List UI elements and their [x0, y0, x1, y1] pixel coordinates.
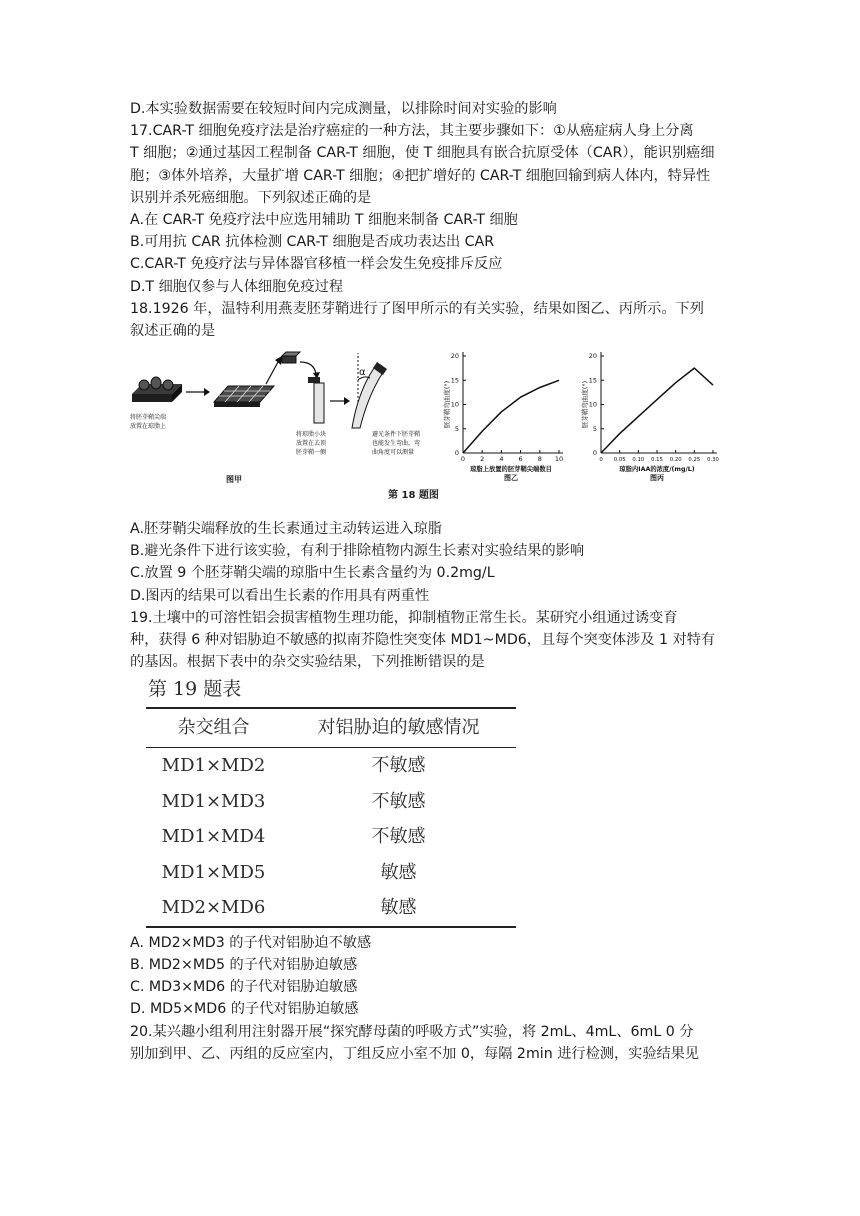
q17-option-c: C.CAR-T 免疫疗法与异体器官移植一样会发生免疫排斥反应 — [130, 256, 503, 273]
table-cell-cross: MD1×MD3 — [161, 790, 266, 812]
jia-step2-caption: 将琼脂小块 — [296, 431, 327, 439]
q18-figure — [130, 348, 730, 506]
q19-stem-line: 19.土壤中的可溶性铝会损害植物生理功能，抑制植物正常生长。某研究小组通过诱变育 — [130, 609, 678, 626]
arrow-right-icon — [344, 397, 350, 405]
table-row — [146, 890, 516, 926]
agar-grid-icon — [214, 386, 274, 407]
table-row — [146, 748, 516, 784]
chart-bing — [580, 352, 720, 482]
x-tick-label: 0.25 — [688, 457, 701, 464]
q17-option-d: D.T 细胞仅参与人体细胞免疫过程 — [130, 278, 344, 295]
y-tick-label: 0 — [592, 449, 597, 458]
jia-step3-caption: 避光条件下胚芽鞘 — [372, 431, 421, 439]
q19-stem-line: 种，获得 6 种对铝胁迫不敏感的拟南芥隐性突变体 MD1~MD6，且每个突变体涉及 1 对特有 — [130, 632, 716, 648]
table-cell-result: 不敏感 — [371, 755, 426, 777]
question-20 — [130, 1021, 730, 1065]
y-tick-label: 15 — [450, 376, 459, 385]
x-tick-label: 6 — [518, 455, 523, 464]
chart-title: 图乙 — [504, 474, 518, 483]
chart-yi — [442, 352, 563, 482]
table-cell-cross: MD1×MD4 — [161, 826, 266, 848]
q19-table — [146, 675, 516, 928]
q19-table-title: 第 19 题表 — [148, 678, 242, 701]
table-row — [146, 784, 516, 820]
q20-stem-line: 别加到甲、乙、丙组的反应室内，丁组反应小室不加 0，每隔 2min 进行检测，实验结果见 — [130, 1045, 700, 1062]
x-tick-label: 0 — [599, 457, 603, 464]
q17-stem-line: 17.CAR-T 细胞免疫疗法是治疗癌症的一种方法，其主要步骤如下：①从癌症病人身上分离 — [130, 123, 694, 140]
x-tick-label: 0.05 — [613, 457, 626, 464]
x-axis-label: 琼脂内IAA的浓度/(mg/L) — [619, 466, 695, 474]
table-cell-result: 敏感 — [380, 897, 417, 919]
y-tick-label: 5 — [592, 424, 597, 433]
arrow-right-icon — [204, 388, 210, 396]
table-cell-result: 不敏感 — [371, 790, 426, 812]
agar-block-icon — [282, 352, 300, 363]
y-tick-label: 20 — [588, 352, 597, 361]
q17-stem-line: T 细胞；②通过基因工程制备 CAR-T 细胞，使 T 细胞具有嵌合抗原受体（CAR），能识别癌细 — [130, 145, 715, 162]
x-tick-label: 0 — [460, 455, 466, 464]
jia-step2-caption: 胚芽鞘一侧 — [296, 449, 327, 457]
q19-option-c: C. MD3×MD6 的子代对铝胁迫敏感 — [130, 979, 358, 996]
table-cell-cross: MD1×MD5 — [161, 861, 266, 883]
q17-stem-line: 识别并杀死癌细胞。下列叙述正确的是 — [130, 189, 372, 206]
q17-option-b: B.可用抗 CAR 抗体检测 CAR-T 细胞是否成功表达出 CAR — [130, 234, 495, 251]
x-tick-label: 10 — [554, 455, 564, 464]
agar-with-tips-icon — [132, 377, 182, 402]
bent-coleoptile-icon — [352, 353, 387, 428]
table-bottom-rule — [146, 926, 516, 928]
q18-figure-svg — [130, 348, 730, 506]
table-row — [146, 855, 516, 891]
y-tick-label: 20 — [450, 352, 459, 361]
figure-caption: 第 18 题图 — [388, 490, 439, 502]
x-tick-label: 0.30 — [707, 457, 719, 464]
q19-option-d: D. MD5×MD6 的子代对铝胁迫敏感 — [130, 1001, 359, 1018]
q19-stem-line: 的基因。根据下表中的杂交实验结果，下列推断错误的是 — [130, 654, 485, 671]
table-cell-result: 敏感 — [380, 861, 417, 883]
q17-stem-line: 胞；③体外培养，大量扩增 CAR-T 细胞；④把扩增好的 CAR-T 细胞回输到病人体内，特异性 — [130, 167, 711, 184]
table-header-cell: 杂交组合 — [177, 717, 250, 739]
series-line — [463, 380, 559, 453]
question-19 — [130, 607, 730, 1021]
jia-step3-caption: 也能发生弯曲，弯 — [372, 440, 421, 448]
table-cell-result: 不敏感 — [371, 826, 426, 848]
arrow-icon — [275, 356, 282, 365]
y-tick-label: 10 — [450, 400, 459, 409]
figure-jia — [130, 352, 420, 484]
table-header-row — [146, 709, 516, 747]
table-cell-cross: MD2×MD6 — [161, 897, 266, 919]
series-line — [601, 368, 713, 453]
x-axis-label: 琼脂上放置的胚芽鞘尖端数目 — [470, 466, 552, 474]
y-tick-label: 10 — [588, 400, 597, 409]
question-18 — [130, 298, 730, 607]
q19-option-b: B. MD2×MD5 的子代对铝胁迫敏感 — [130, 957, 358, 974]
q16-option-d: D.本实验数据需要在较短时间内完成测量，以排除时间对实验的影响 — [130, 101, 557, 117]
jia-step1-caption: 将胚芽鞘尖端 — [130, 414, 167, 422]
q18-option-c: C.放置 9 个胚芽鞘尖端的琼脂中生长素含量约为 0.2mg/L — [130, 565, 495, 582]
y-axis-label: 胚芽鞘弯曲度(°) — [443, 380, 451, 429]
jia-step2-caption: 放置在去顶 — [296, 440, 327, 448]
angle-alpha: α — [359, 367, 366, 379]
q19-option-a: A. MD2×MD3 的子代对铝胁迫不敏感 — [130, 934, 372, 951]
q18-option-a: A.胚芽鞘尖端释放的生长素通过主动转运进入琼脂 — [130, 521, 442, 538]
table-header-cell: 对铝胁迫的敏感情况 — [317, 717, 480, 739]
chart-title: 图丙 — [650, 474, 664, 483]
q18-option-d: D.图丙的结果可以看出生长素的作用具有两重性 — [130, 587, 430, 604]
x-tick-label: 2 — [480, 455, 485, 464]
q18-stem-line: 18.1926 年，温特利用燕麦胚芽鞘进行了图甲所示的有关实验，结果如图乙、丙所示。下列 — [130, 300, 704, 317]
question-17 — [130, 120, 730, 298]
y-axis-label: 胚芽鞘弯曲度(°) — [581, 380, 589, 429]
x-tick-label: 4 — [499, 455, 504, 464]
jia-step1-caption: 放置在琼脂上 — [130, 423, 167, 431]
table-cell-cross: MD1×MD2 — [161, 755, 266, 777]
x-tick-label: 0.10 — [632, 457, 645, 464]
x-tick-label: 0.20 — [669, 457, 682, 464]
q20-stem-line: 20.某兴趣小组利用注射器开展“探究酵母菌的呼吸方式”实验，将 2mL、4mL、6mL 0 分 — [130, 1023, 694, 1040]
exam-page — [130, 98, 730, 1065]
jia-step3-caption: 曲角度可以测量 — [372, 449, 415, 457]
y-tick-label: 15 — [588, 376, 597, 385]
y-tick-label: 0 — [454, 449, 459, 458]
q18-stem-line: 叙述正确的是 — [130, 322, 216, 339]
x-tick-label: 0.15 — [651, 457, 663, 464]
figure-jia-label: 图甲 — [226, 475, 242, 485]
q17-option-a: A.在 CAR-T 免疫疗法中应选用辅助 T 细胞来制备 CAR-T 细胞 — [130, 211, 518, 228]
q18-option-b: B.避光条件下进行该实验，有利于排除植物内源生长素对实验结果的影响 — [130, 543, 585, 560]
table-row — [146, 819, 516, 855]
y-tick-label: 5 — [454, 424, 459, 433]
decapitated-coleoptile-icon — [308, 377, 324, 423]
x-tick-label: 8 — [537, 455, 542, 464]
